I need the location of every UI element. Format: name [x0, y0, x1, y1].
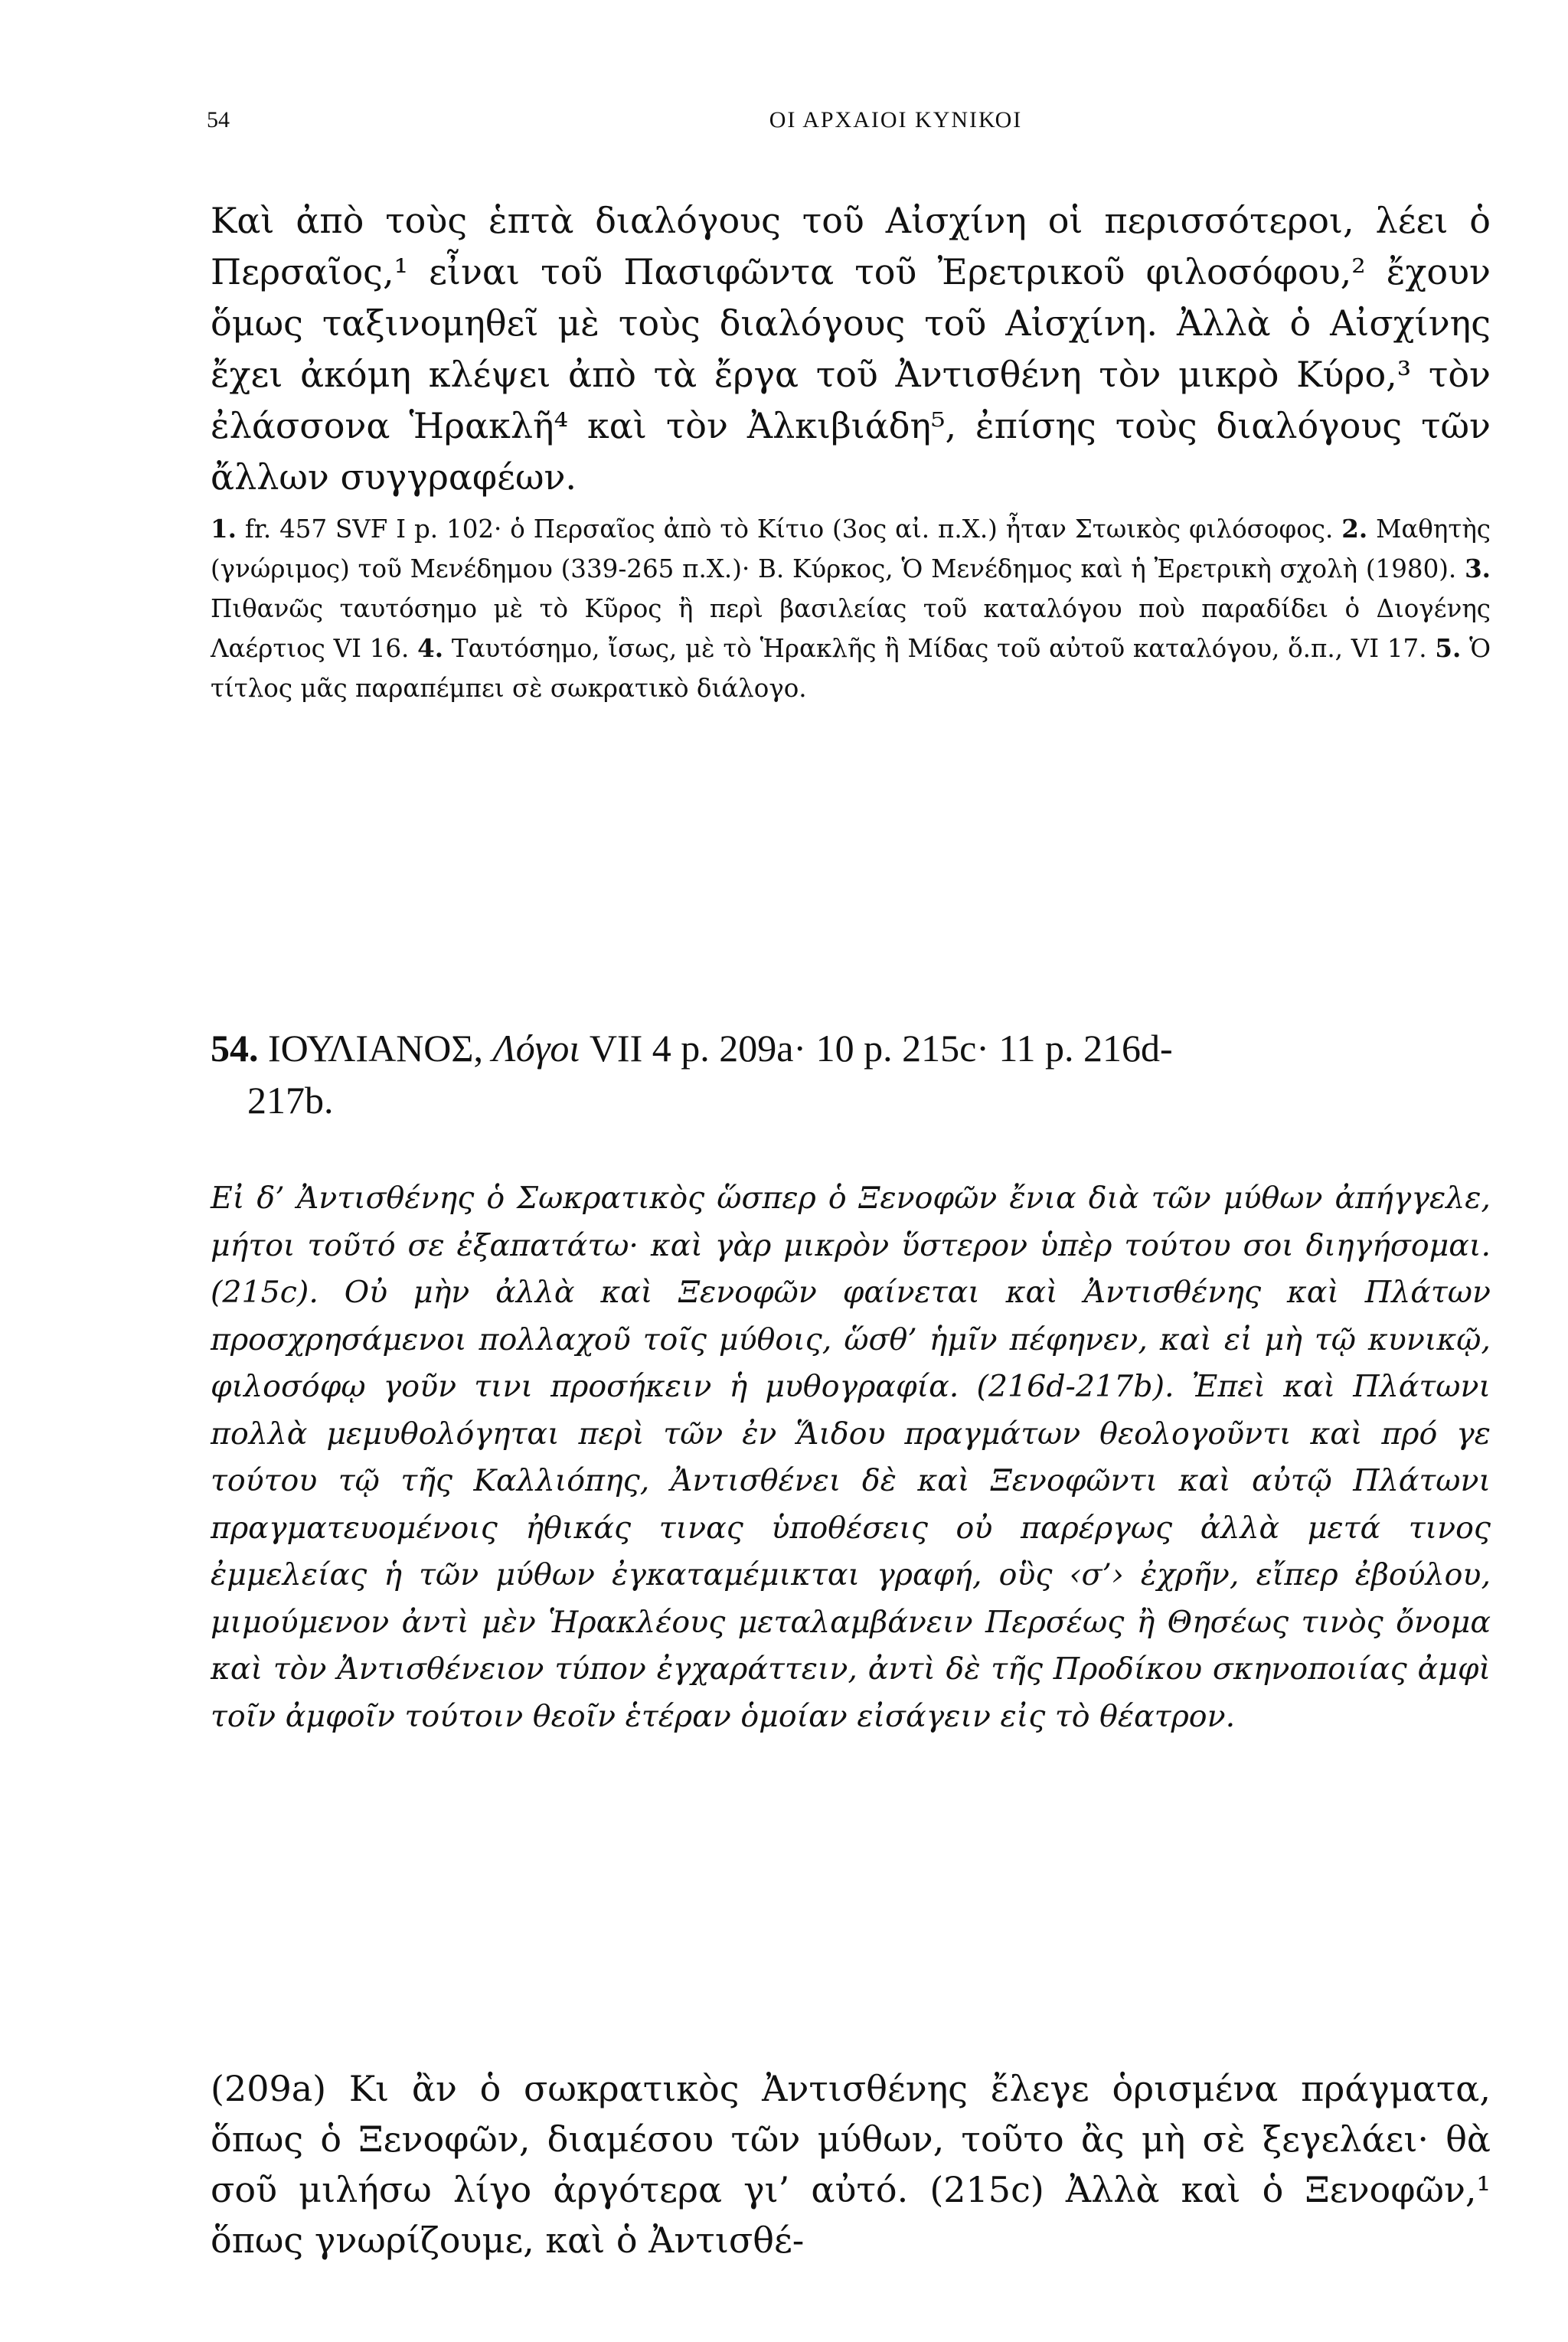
entry-reference-continued: 217b. [247, 1079, 334, 1122]
footnote-number: 5. [1435, 633, 1462, 663]
footnote-number: 3. [1465, 554, 1491, 583]
ancient-greek-quote [211, 1175, 1491, 1740]
translation [211, 2063, 1491, 2265]
translation-paragraph: (209a) Κι ἂν ὁ σωκρατικὸς Ἀντισθένης ἔλεγε ὁρισμένα πράγματα, ὅπως ὁ Ξενοφῶν, διαμέσου τῶν μύθων, τοῦτο ἂς μὴ σὲ ξεγελάει· θὰ σοῦ μιλήσω λίγο ἀργότερα γι’ αὐτό. (215c) Ἀλλὰ καὶ ὁ Ξενοφῶν,¹ ὅπως γνωρίζουμε, καὶ ὁ Ἀντισθέ- [211, 2068, 1491, 2261]
main-text [211, 195, 1491, 503]
footnote-number: 1. [211, 514, 237, 544]
running-title: ΟΙ ΑΡΧΑΙΟΙ ΚΥΝΙΚΟΙ [769, 107, 1023, 132]
quote-paragraph: Εἰ δ’ Ἀντισθένης ὁ Σωκρατικὸς ὥσπερ ὁ Ξενοφῶν ἔνια διὰ τῶν μύθων ἀπήγγελε, μήτοι τοῦτό σε ἐξαπατάτω· καὶ γὰρ μικρὸν ὕστερον ὑπὲρ τούτου σοι διηγήσομαι. (215c). Οὐ μὴν ἀλλὰ καὶ Ξενοφῶν φαίνεται καὶ Ἀντισθένης καὶ Πλάτων προσχρησάμενοι πολλαχοῦ τοῖς μύθοις, ὥσθ’ ἡμῖν πέφηνεν, καὶ εἰ μὴ τῷ κυνικῷ, φιλοσόφῳ γοῦν τινι προσήκειν ἡ μυθογραφία. (216d-217b). Ἐπεὶ καὶ Πλάτωνι πολλὰ μεμυθολόγηται περὶ τῶν ἐν Ἅιδου πραγμάτων θεολογοῦντι καὶ πρό γε τούτου τῷ τῆς Καλλιόπης, Ἀντισθένει δὲ καὶ Ξενοφῶντι καὶ αὐτῷ Πλάτωνι πραγματευομένοις ἠθικάς τινας ὑποθέσεις οὐ παρέργως ἀλλὰ μετά τινος ἐμμελείας ἡ τῶν μύθων ἐγκαταμέμικται γραφή, οὓς ‹σ’› ἐχρῆν, εἴπερ ἐβούλου, μιμούμενον ἀντὶ μὲν Ἡρακλέους μεταλαμβάνειν Περσέως ἢ Θησέως τινὸς ὄνομα καὶ τὸν Ἀντισθένειον τύπον ἐγχαράττειν, ἀντὶ δὲ τῆς Προδίκου σκηνοποιίας ἀμφὶ τοῖν ἀμφοῖν τούτοιν θεοῖν ἑτέραν ὁμοίαν εἰσάγειν εἰς τὸ θέατρον. [211, 1181, 1491, 1734]
footnote-number: 4. [417, 633, 444, 663]
page-number: 54 [207, 107, 230, 132]
footnote-text: fr. 457 SVF I p. 102· ὁ Περσαῖος ἀπὸ τὸ Κίτιο (3ος αἰ. π.Χ.) ἦταν Στωικὸς φιλόσοφος. [244, 514, 1334, 544]
entry-work: Λόγοι [492, 1027, 580, 1070]
footnote-text: Πιθανῶς ταυτόσημο μὲ τὸ Κῦρος ἢ περὶ βασιλείας τοῦ καταλόγου ποὺ παραδίδει ὁ Διογένης Λαέρτιος VI 16. [211, 594, 1491, 663]
main-paragraph: Καὶ ἀπὸ τοὺς ἑπτὰ διαλόγους τοῦ Αἰσχίνη οἱ περισσότεροι, λέει ὁ Περσαῖος,¹ εἶναι τοῦ Πασιφῶντα τοῦ Ἐρετρικοῦ φιλοσόφου,² ἔχουν ὅμως ταξινομηθεῖ μὲ τοὺς διαλόγους τοῦ Αἰσχίνη. Ἀλλὰ ὁ Αἰσχίνης ἔχει ἀκόμη κλέψει ἀπὸ τὰ ἔργα τοῦ Ἀντισθένη τὸν μικρὸ Κύρο,³ τὸν ἐλάσσονα Ἡρακλῆ⁴ καὶ τὸν Ἀλκιβιάδη⁵, ἐπίσης τοὺς διαλόγους τῶν ἄλλων συγγραφέων. [211, 200, 1491, 498]
entry-heading [211, 1022, 1491, 1126]
entry-reference: VII 4 p. 209a· 10 p. 215c· 11 p. 216d- [589, 1027, 1173, 1070]
footnotes-paragraph [211, 509, 1491, 708]
running-head [207, 107, 1493, 153]
entry-author: ΙΟΥΛΙΑΝΟΣ, [268, 1027, 484, 1070]
footnotes [211, 509, 1491, 708]
footnote-number: 2. [1341, 514, 1368, 544]
footnote-text: Ὁ τίτλος μᾶς παραπέμπει σὲ σωκρατικὸ διάλογο. [211, 634, 1491, 703]
footnote-text: Ταυτόσημο, ἴσως, μὲ τὸ Ἡρακλῆς ἢ Μίδας τοῦ αὐτοῦ καταλόγου, ὅ.π., VI 17. [451, 634, 1427, 663]
entry-number: 54. [211, 1027, 259, 1070]
footnote-text: Μαθητὴς (γνώριμος) τοῦ Μενέδημου (339-265 π.Χ.)· Β. Κύρκος, Ὁ Μενέδημος καὶ ἡ Ἐρετρικὴ σχολὴ (1980). [211, 514, 1491, 583]
